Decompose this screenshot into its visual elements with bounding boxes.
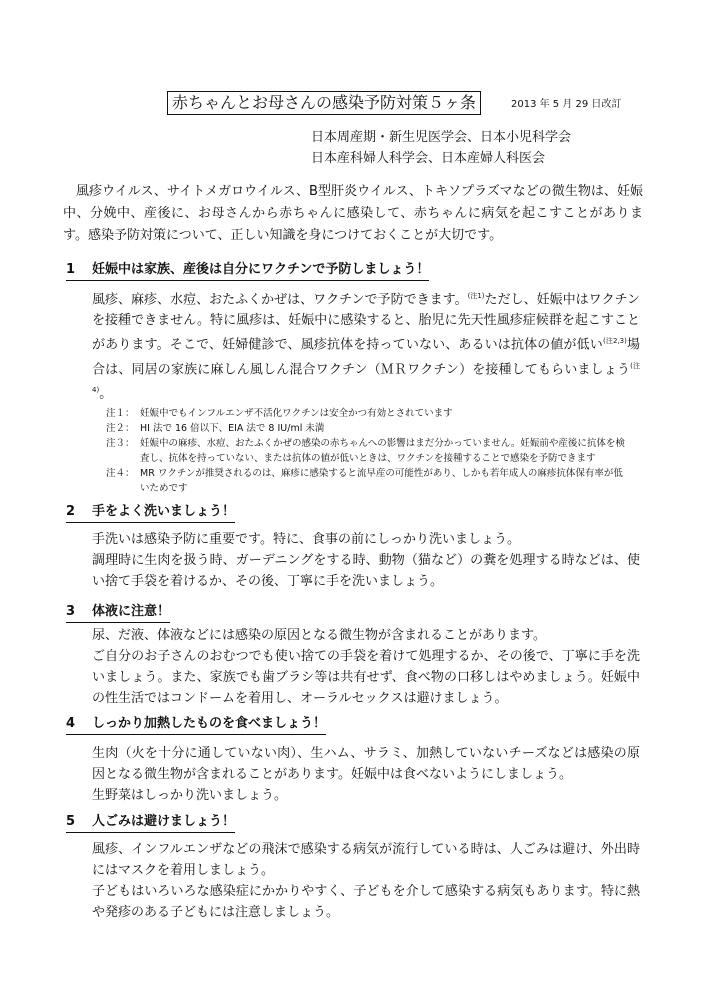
section-body xyxy=(92,743,640,806)
org-line: 日本産科婦人科学会、日本産婦人科医会 xyxy=(311,151,546,166)
footnote xyxy=(106,421,626,436)
footnote xyxy=(106,406,626,421)
section-heading xyxy=(66,261,429,281)
section-title: しっかり加熱したものを食べましょう！ xyxy=(92,716,327,731)
section-body xyxy=(92,839,640,923)
body-text: ただし、妊娠中はワクチンを接種できません。特に風疹は、妊娠中に感染すると、胎児に先天性風疹症候群を起こすことがあります。そこで、妊婦健診で、風疹抗体を持っていない、あるいは抗体の値が低い xyxy=(92,292,640,353)
section-paragraph: 手洗いは感染予防に重要です。特に、食事の前にしっかり洗いましょう。 xyxy=(92,532,520,547)
section-heading xyxy=(66,603,170,623)
footnote-text: HI 法で 16 倍以下、EIA 法で 8 IU/ml 未満 xyxy=(140,423,325,435)
section-paragraph: 生野菜はしっかり洗いましょう。 xyxy=(92,788,288,803)
section-heading xyxy=(66,503,235,523)
footnotes xyxy=(106,406,626,496)
section-number: 2 xyxy=(66,504,76,519)
section-paragraph: 生肉（火を十分に通していない肉）、生ハム、サラミ、加熱していないチーズなどは感染の原因となる微生物が含まれることがあります。妊娠中は食べないようにしましょう。 xyxy=(92,746,640,782)
section-4 xyxy=(66,712,656,806)
section-heading xyxy=(66,715,326,735)
footnote-ref: (注4) xyxy=(92,361,640,394)
footnote-label: 注３： xyxy=(106,438,135,450)
section-number: 5 xyxy=(66,814,76,829)
footnote-label: 注１： xyxy=(106,408,135,420)
section-number: 1 xyxy=(66,262,76,277)
section-paragraph xyxy=(92,286,640,404)
section-1 xyxy=(66,258,656,496)
section-5 xyxy=(66,810,656,923)
section-body xyxy=(92,529,640,592)
body-text: 風疹、麻疹、水痘、おたふくかぜは、ワクチンで予防できます。 xyxy=(92,292,468,308)
section-heading xyxy=(66,813,235,833)
section-paragraph: 調理時に生肉を扱う時、ガーデニングをする時、動物（猫など）の糞を処理する時などは、使い捨て手袋を着けるか、その後、丁寧に手を洗いましょう。 xyxy=(92,553,640,589)
organizations xyxy=(311,127,571,169)
section-title: 体液に注意！ xyxy=(92,604,171,619)
section-paragraph: 子どもはいろいろな感染症にかかりやすく、子どもを介して感染する病気もあります。特に熱や発疹のある子どもには注意しましょう。 xyxy=(92,884,640,920)
footnote-ref: (注2,3) xyxy=(602,337,627,346)
footnote-label: 注２： xyxy=(106,423,135,435)
footnote-ref: (注1) xyxy=(467,292,485,300)
intro-paragraph: 風疹ウイルス、サイトメガロウイルス、B型肝炎ウイルス、トキソプラズマなどの微生物は、妊娠中、分娩中、産後に、お母さんから赤ちゃんに感染して、赤ちゃんに病気を起こすことがあります。感染予防対策について、正しい知識を身につけておくことが大切です。 xyxy=(63,184,643,243)
section-title: 手をよく洗いましょう！ xyxy=(92,504,236,519)
section-3 xyxy=(66,600,656,709)
footnote xyxy=(106,466,626,496)
section-number: 3 xyxy=(66,604,76,619)
footnote-text: MR ワクチンが推奨されるのは、麻疹に感染すると流早産の可能性があり、しかも若年成人の麻疹抗体保有率が低いためです xyxy=(140,468,623,495)
section-2 xyxy=(66,500,656,592)
page-title: 赤ちゃんとお母さんの感染予防対策５ヶ条 xyxy=(167,91,481,115)
section-number: 4 xyxy=(66,716,76,731)
section-paragraph: 風疹、インフルエンザなどの飛沫で感染する病気が流行している時は、人ごみは避け、外出時にはマスクを着用しましょう。 xyxy=(92,842,640,878)
section-paragraph: ご自分のお子さんのおむつでも使い捨ての手袋を着けて処理するか、その後で、丁寧に手を洗いましょう。また、家族でも歯ブラシ等は共有せず、食べ物の口移しはやめましょう。妊娠中の性生活ではコンドームを着用し、オーラルセックスは避けましょう。 xyxy=(92,649,640,706)
body-text: 。 xyxy=(99,386,113,402)
footnote-text: 妊娠中でもインフルエンザ不活化ワクチンは安全かつ有効とされています xyxy=(140,408,453,420)
footnote xyxy=(106,436,626,466)
revision-date: 2013 年 5 月 29 日改訂 xyxy=(511,99,622,110)
section-title: 妊娠中は家族、産後は自分にワクチンで予防しましょう！ xyxy=(92,262,430,277)
section-paragraph: 尿、だ液、体液などには感染の原因となる微生物が含まれることがあります。 xyxy=(92,628,546,643)
section-body xyxy=(92,625,640,709)
footnote-text: 妊娠中の麻疹、水痘、おたふくかぜの感染の赤ちゃんへの影響はまだ分かっていません。妊娠前や産後に抗体を検査し、抗体を持っていない、または抗体の値が低いときは、ワクチンを接種することで感染を予防できます xyxy=(140,438,625,465)
org-line: 日本周産期・新生児医学会、日本小児科学会 xyxy=(311,130,572,145)
section-body xyxy=(92,286,640,404)
body-text: 場合は、同居の家族に麻しん風しん混合ワクチン（ＭＲワクチン）を接種してもらいましょう xyxy=(92,337,640,377)
footnote-label: 注４： xyxy=(106,468,135,480)
section-title: 人ごみは避けましょう！ xyxy=(92,814,236,829)
